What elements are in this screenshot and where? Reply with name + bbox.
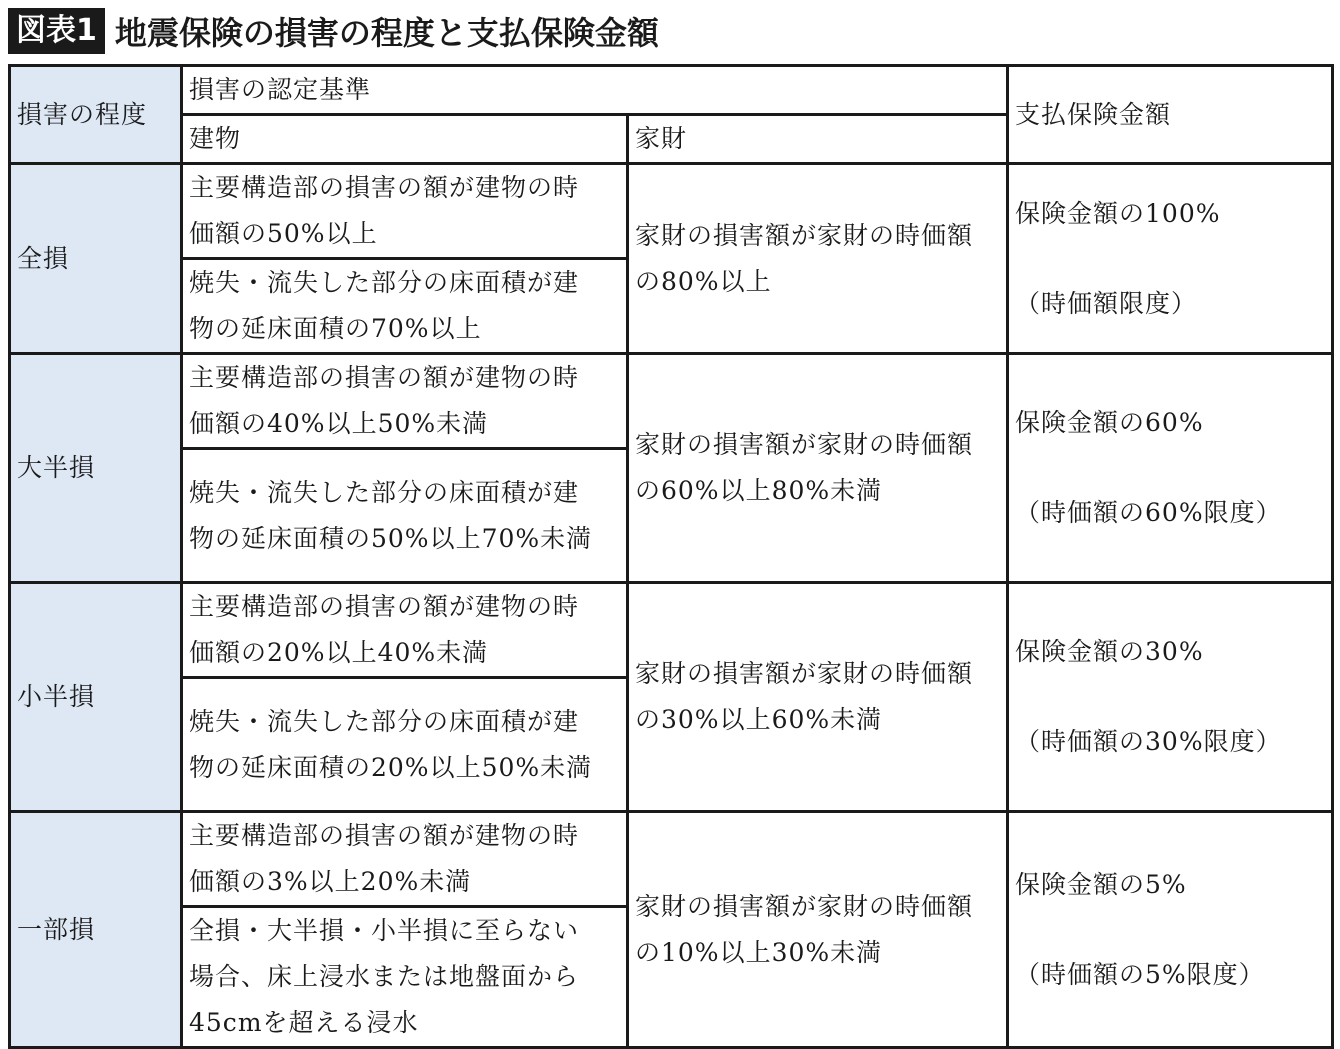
- text-line: 価額の3%以上20%未満: [189, 867, 472, 896]
- header-building: 建物: [182, 115, 628, 164]
- text-line: 全損・大半損・小半損に至らない: [189, 916, 580, 945]
- building-criteria-b: [182, 259, 628, 354]
- text-line: 焼失・流失した部分の床面積が建: [189, 477, 580, 507]
- figure-badge: 図表1: [8, 8, 105, 54]
- text-line: 家財の損害額が家財の時価額: [635, 430, 974, 459]
- household-criteria: [628, 812, 1008, 1048]
- payment-cell: [1008, 583, 1333, 812]
- payment-cell: [1008, 164, 1333, 354]
- payment-amount: 保険金額の30%: [1015, 637, 1204, 666]
- text-line: 焼失・流失した部分の床面積が建: [189, 268, 580, 297]
- header-criteria: 損害の認定基準: [182, 66, 1008, 115]
- text-line: 45cmを超える浸水: [189, 1008, 419, 1037]
- building-criteria-b: [182, 449, 628, 583]
- text-line: 物の延床面積の20%以上50%未満: [189, 752, 593, 782]
- payment-amount: 保険金額の100%: [1015, 198, 1221, 228]
- figure-title: [8, 8, 659, 54]
- text-line: の60%以上80%未満: [635, 476, 883, 505]
- text-line: 主要構造部の損害の額が建物の時: [189, 363, 580, 392]
- text-line: 焼失・流失した部分の床面積が建: [189, 706, 580, 736]
- payment-cell: [1008, 812, 1333, 1048]
- payment-limit: （時価額の60%限度）: [1015, 498, 1282, 527]
- text-line: 主要構造部の損害の額が建物の時: [189, 173, 580, 202]
- text-line: 価額の20%以上40%未満: [189, 638, 489, 667]
- degree-cell: 一部損: [10, 812, 182, 1048]
- text-line: 主要構造部の損害の額が建物の時: [189, 821, 580, 850]
- household-criteria: [628, 354, 1008, 583]
- text-line: 家財の損害額が家財の時価額: [635, 659, 974, 688]
- building-criteria-a: [182, 354, 628, 449]
- table-row: [10, 164, 1333, 259]
- payment-limit: （時価額の5%限度）: [1015, 959, 1265, 989]
- figure-title-text: 地震保険の損害の程度と支払保険金額: [114, 14, 659, 52]
- table-row: [10, 583, 1333, 678]
- building-criteria-a: [182, 583, 628, 678]
- text-line: 価額の40%以上50%未満: [189, 409, 489, 438]
- payment-cell: [1008, 354, 1333, 583]
- header-degree: 損害の程度: [10, 66, 182, 164]
- household-criteria: [628, 583, 1008, 812]
- text-line: の10%以上30%未満: [635, 937, 883, 967]
- building-criteria-b: [182, 907, 628, 1048]
- building-criteria-a: [182, 812, 628, 907]
- payment-amount: 保険金額の60%: [1015, 408, 1204, 437]
- payment-limit: （時価額の30%限度）: [1015, 727, 1282, 756]
- damage-payment-table: [8, 64, 1334, 1049]
- text-line: 物の延床面積の50%以上70%未満: [189, 523, 593, 553]
- payment-amount: 保険金額の5%: [1015, 869, 1187, 899]
- header-household: 家財: [628, 115, 1008, 164]
- text-line: 物の延床面積の70%以上: [189, 314, 482, 343]
- text-line: 家財の損害額が家財の時価額: [635, 220, 974, 250]
- text-line: 価額の50%以上: [189, 219, 378, 248]
- text-line: の30%以上60%未満: [635, 705, 883, 734]
- payment-limit: （時価額限度）: [1015, 288, 1198, 318]
- text-line: 家財の損害額が家財の時価額: [635, 891, 974, 921]
- degree-cell: 小半損: [10, 583, 182, 812]
- table-row: [10, 354, 1333, 449]
- degree-cell: 大半損: [10, 354, 182, 583]
- text-line: 主要構造部の損害の額が建物の時: [189, 592, 580, 621]
- text-line: の80%以上: [635, 266, 772, 296]
- building-criteria-b: [182, 678, 628, 812]
- degree-cell: 全損: [10, 164, 182, 354]
- table-row: [10, 812, 1333, 907]
- household-criteria: [628, 164, 1008, 354]
- building-criteria-a: [182, 164, 628, 259]
- text-line: 場合、床上浸水または地盤面から: [189, 962, 580, 991]
- header-payment: 支払保険金額: [1008, 66, 1333, 164]
